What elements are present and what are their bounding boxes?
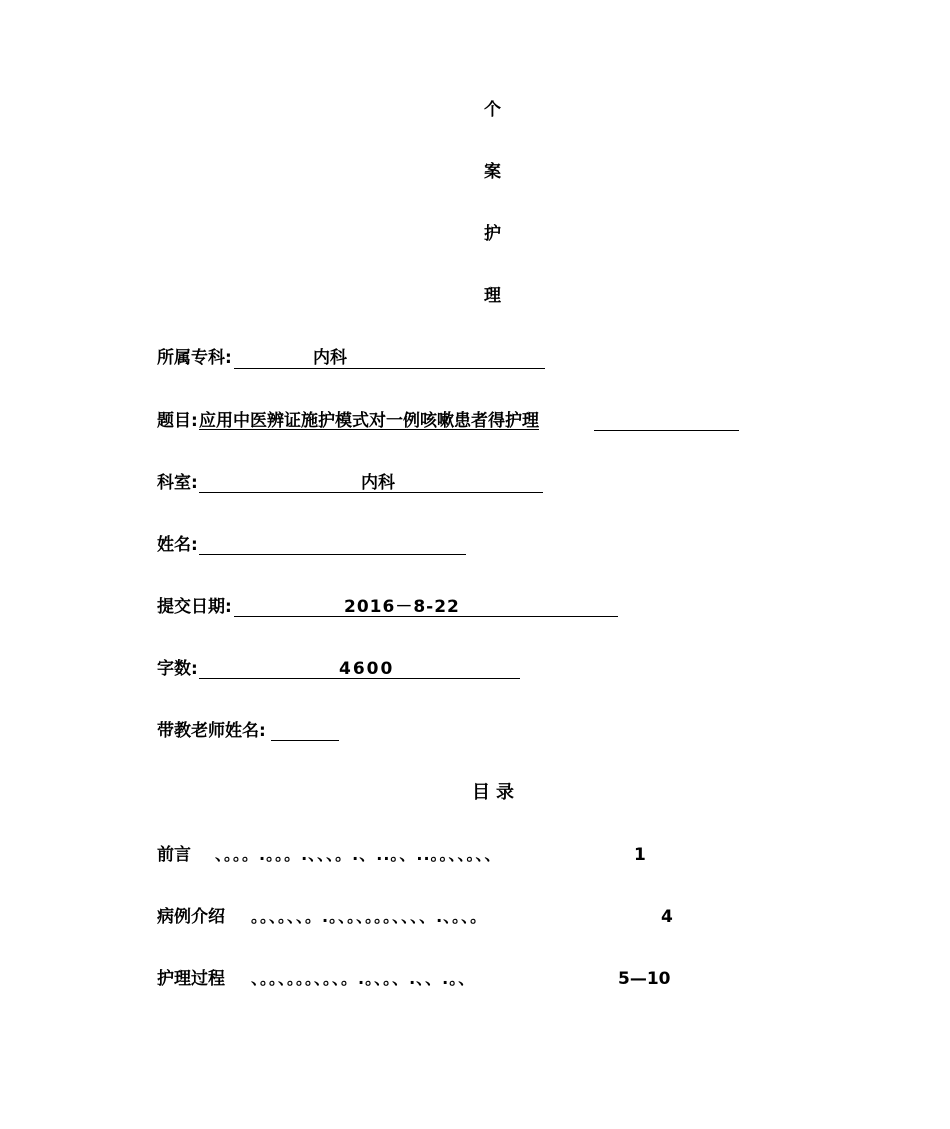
cover-title-char-1: 个 xyxy=(484,100,501,120)
toc-item-label: 病例介绍 xyxy=(157,907,225,927)
teacher-underline xyxy=(271,740,339,741)
dept-value: 内科 xyxy=(361,473,395,493)
toc-item-page: 4 xyxy=(661,907,673,927)
topic-value: 应用中医辨证施护模式对一例咳嗽患者得护理 xyxy=(199,411,539,431)
toc-item-leader: 。。、。、、。.。、。、。。。、、、、.、。、。 xyxy=(251,907,488,926)
specialty-underline xyxy=(234,368,545,369)
topic-label: 题目: xyxy=(157,411,198,431)
toc-item-page: 1 xyxy=(634,845,646,865)
toc-item-label: 护理过程 xyxy=(157,969,225,989)
dept-label: 科室: xyxy=(157,473,198,493)
cover-title-char-4: 理 xyxy=(484,286,501,306)
date-label: 提交日期: xyxy=(157,597,232,617)
specialty-value: 内科 xyxy=(313,348,347,368)
toc-item-label: 前言 xyxy=(157,845,191,865)
name-label: 姓名: xyxy=(157,535,198,555)
date-value: 2016－8-22 xyxy=(344,597,460,617)
toc-title: 目录 xyxy=(472,782,520,803)
toc-item-leader: 、。。、。。。、。、。.。、。、.、、.。、 xyxy=(251,969,476,988)
wordcount-value: 4600 xyxy=(339,659,395,679)
cover-title-char-2: 案 xyxy=(484,162,501,182)
name-underline xyxy=(199,554,466,555)
cover-title-char-3: 护 xyxy=(484,224,501,244)
toc-item-page: 5—10 xyxy=(618,969,671,989)
teacher-label: 带教老师姓名: xyxy=(157,721,266,741)
topic-trailing-underline xyxy=(594,430,739,431)
toc-item-leader: 、。。。.。。。.、、、。.、..。、..。。、、。、、 xyxy=(215,845,502,864)
wordcount-label: 字数: xyxy=(157,659,198,679)
specialty-label: 所属专科: xyxy=(157,348,232,368)
